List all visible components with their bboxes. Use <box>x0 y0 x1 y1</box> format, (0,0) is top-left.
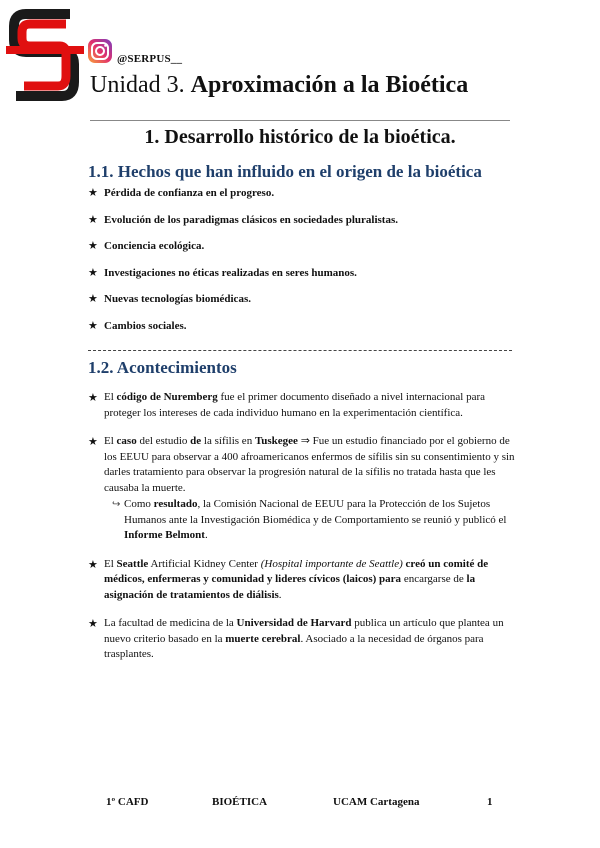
list-item: ★ Investigaciones no éticas realizadas en seres humanos. <box>88 265 357 279</box>
star-icon: ★ <box>88 186 98 199</box>
unit-title-prefix: Unidad 3. <box>90 72 191 98</box>
unit-title <box>90 72 468 99</box>
list-item: ★ Pérdida de confianza en el progreso. <box>88 186 275 199</box>
instagram-handle: @SERPUS__ <box>117 53 183 65</box>
section-divider <box>88 350 512 351</box>
list-item-seattle: ★ El Seattle Artificial Kidney Center (Hospital importante de Seattle) creó un comité de médicos, enfermeras y comunidad y lideres cívicos (laicos) para encargarse de la asignación de tratamientos de diálisis. <box>88 557 489 601</box>
list-item: ★ Nuevas tecnologías biomédicas. <box>88 292 251 305</box>
title-divider <box>90 120 510 121</box>
events-list <box>88 390 518 676</box>
instagram-icon <box>87 38 113 64</box>
star-icon: ★ <box>88 318 98 332</box>
footer-page-number: 1 <box>487 796 493 808</box>
facts-list <box>88 186 518 345</box>
arrow-icon: ↪ <box>112 499 121 510</box>
list-item-harvard: ★ La facultad de medicina de la Universidad de Harvard publica un artículo que plantea un nuevo criterio basado en la muerte cerebral. Asociado a la necesidad de órganos para trasplantes. <box>88 617 504 660</box>
list-item-tuskegee: ★ El caso del estudio de la sífilis en Tuskegee ⇒ Fue un estudio financiado por el gobierno de los EEUU para observar a 400 afroamericanos enfermos de sífilis sin su consentimiento y sin darles tratamiento para observar la progresión natural de la sífilis no tratada hasta que les causaba la muerte. ↪ Como resultado, la Comisión Nacional de EEUU para la Protección de los Sujetos Humanos ante la Investigación Biomédica y de Comportamiento se reunió y publicó el Informe Belmont. <box>88 434 518 544</box>
list-item-nuremberg: ★ El código de Nuremberg fue el primer documento diseñado a nivel internacional para proteger los intereses de cada individuo humano en la experimentación científica. <box>88 391 486 419</box>
star-icon: ★ <box>88 435 98 448</box>
list-item: ★ Conciencia ecológica. <box>88 239 205 252</box>
star-icon: ★ <box>88 391 98 404</box>
footer-subject: BIOÉTICA <box>212 796 268 808</box>
page-footer <box>0 796 600 812</box>
footer-university: UCAM Cartagena <box>333 796 420 808</box>
footer-course: 1º CAFD <box>106 796 149 808</box>
list-item: ★ Evolución de los paradigmas clásicos en sociedades pluralistas. <box>88 212 398 226</box>
list-item: ★ Cambios sociales. <box>88 318 187 332</box>
belmont-subitem: ↪ Como resultado, la Comisión Nacional de EEUU para la Protección de los Sujetos Humanos ante la Investigación Biomédica y de Comportamiento se reunió y publicó el Informe Belmont. <box>112 498 507 541</box>
star-icon: ★ <box>88 557 98 571</box>
section-1-1-title: 1.1. Hechos que han influido en el origen de la bioética <box>88 162 482 181</box>
section-1-2-title: 1.2. Acontecimientos <box>88 358 237 377</box>
star-icon: ★ <box>88 239 98 252</box>
section-1-title: 1. Desarrollo histórico de la bioética. <box>144 126 456 148</box>
star-icon: ★ <box>88 265 98 279</box>
unit-title-main: Aproximación a la Bioética <box>190 72 469 98</box>
star-icon: ★ <box>88 212 98 226</box>
serpus-logo <box>6 6 84 106</box>
star-icon: ★ <box>88 292 98 305</box>
star-icon: ★ <box>88 617 98 630</box>
